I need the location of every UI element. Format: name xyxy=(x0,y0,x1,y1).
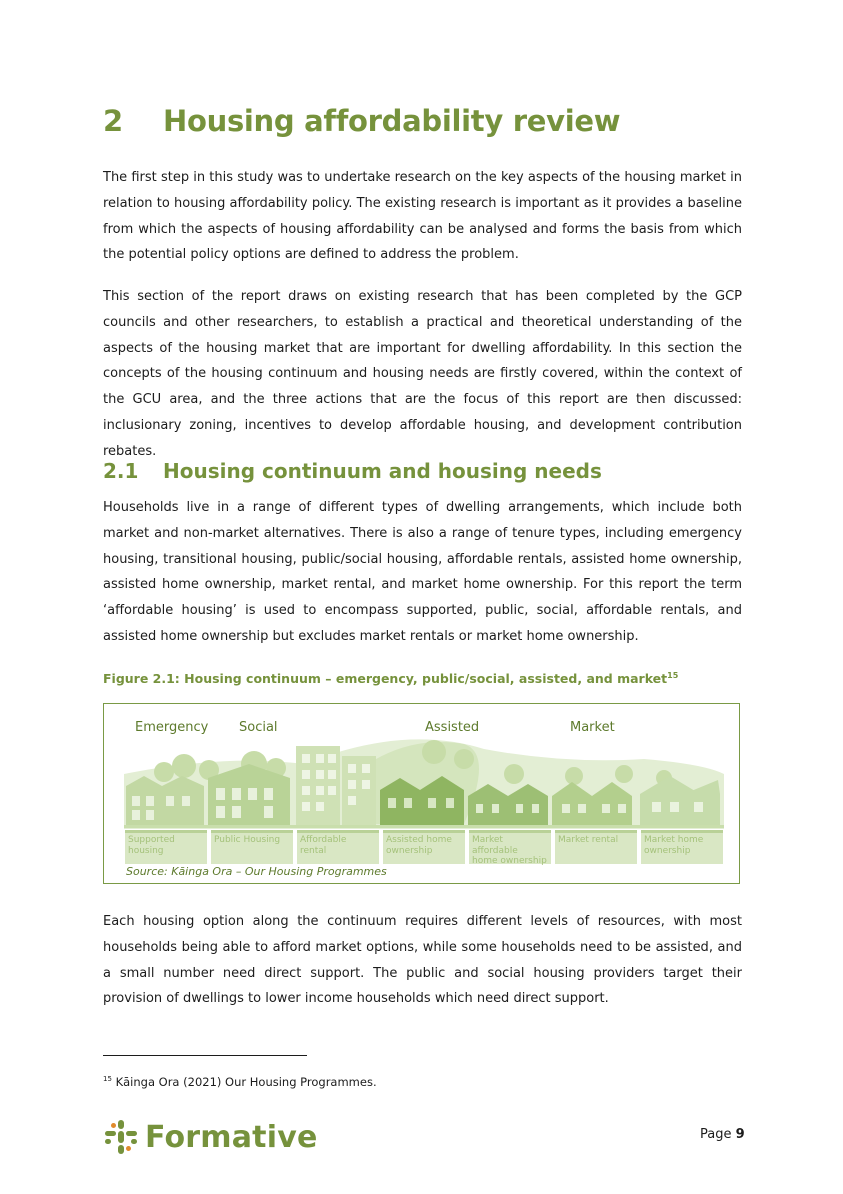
footnote-number: 15 xyxy=(103,1075,112,1084)
section-number: 2.1 xyxy=(103,459,139,483)
footnote-text: Kāinga Ora (2021) Our Housing Programmes. xyxy=(115,1075,377,1089)
continuum-paragraph: Each housing option along the continuum requires different levels of resources, with most households being able to afford market options, while some households need to be assisted, and a small number need direct support. The public and social housing providers target their provision of dwellings to lower income households which need direct support. xyxy=(103,914,742,1007)
footnote-divider xyxy=(103,1055,307,1056)
continuum-box-assisted-home-ownership: Assisted home ownership xyxy=(383,830,465,864)
figure-caption-footnote-ref: 15 xyxy=(667,671,679,680)
intro-paragraph-2: This section of the report draws on existing research that has been completed by the GCP councils and other researchers, to establish a practical and theoretical understanding of the aspects of the housing market that are important for dwelling affordability. In this section the concepts of the housing continuum and housing needs are firstly covered, within the context of the GCU area, and the three actions that are the focus of this report are then discussed: inclusionary zoning, incentives to develop affordable housing, and development contribution rebates. xyxy=(103,289,742,459)
section-title: Housing continuum and housing needs xyxy=(163,459,602,483)
figure-caption-text: Figure 2.1: Housing continuum – emergency, public/social, assisted, and market xyxy=(103,671,668,687)
category-label-social: Social xyxy=(239,720,278,735)
figure-source: Source: Kāinga Ora – Our Housing Programmes xyxy=(126,865,387,878)
continuum-box-public-housing: Public Housing xyxy=(211,830,293,864)
formative-logo-text: Formative xyxy=(145,1119,318,1155)
formative-logo xyxy=(103,1117,318,1157)
intro-paragraph-1: The first step in this study was to undertake research on the key aspects of the housing market in relation to housing affordability policy. The existing research is important as it provides a baseline from which the aspects of housing affordability can be analysed and forms the basis from which the potential policy options are defined to address the problem. xyxy=(103,170,742,263)
formative-logo-icon xyxy=(103,1119,139,1155)
category-label-emergency: Emergency xyxy=(135,720,209,735)
continuum-box-market-home-ownership: Market home ownership xyxy=(641,830,723,864)
chapter-title: Housing affordability review xyxy=(163,104,621,138)
continuum-box-market-rental: Market rental xyxy=(555,830,637,864)
continuum-box-market-affordable: Market affordable home ownership xyxy=(469,830,551,864)
continuum-box-affordable-rental: Affordable rental xyxy=(297,830,379,864)
category-label-market: Market xyxy=(570,720,615,735)
figure-caption xyxy=(103,671,678,686)
chapter-heading xyxy=(103,104,620,138)
page-number-value: 9 xyxy=(735,1127,745,1142)
housing-continuum-figure xyxy=(103,703,740,884)
section-heading xyxy=(103,459,602,483)
category-label-assisted: Assisted xyxy=(425,720,480,735)
page-number xyxy=(700,1127,745,1142)
chapter-number: 2 xyxy=(103,104,123,138)
continuum-box-supported-housing: Supported housing xyxy=(125,830,207,864)
section-paragraph: Households live in a range of different types of dwelling arrangements, which include both market and non-market alternatives. There is also a range of tenure types, including emergency housing, transitional housing, public/social housing, affordable rentals, assisted home ownership, assisted home ownership, market rental, and market home ownership. For this report the term ‘affordable housing’ is used to encompass supported, public, social, affordable rentals, and assisted home ownership but excludes market rentals or market home ownership. xyxy=(103,500,742,644)
footnote xyxy=(103,1075,377,1089)
page-label: Page xyxy=(700,1127,732,1142)
